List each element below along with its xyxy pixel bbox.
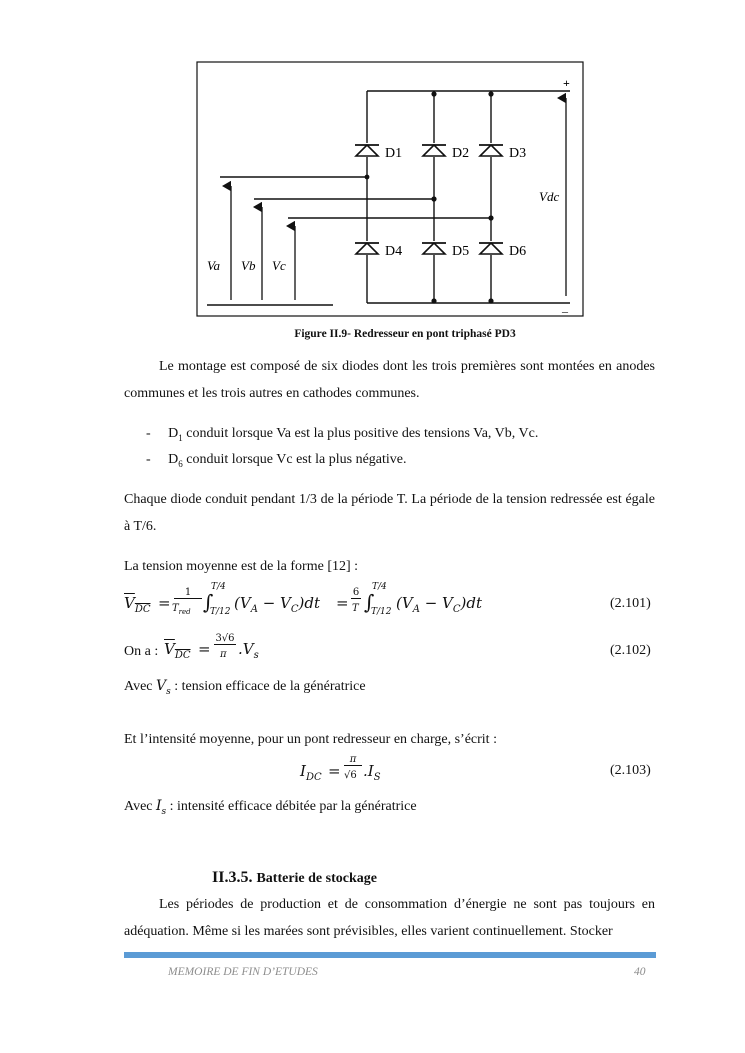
rectifier-circuit-diagram bbox=[0, 0, 745, 330]
paragraph-periode: Chaque diode conduit pendant 1/3 de la période T. La période de la tension redressée est égale à T/6. bbox=[124, 492, 655, 534]
section-title: Batterie de stockage bbox=[256, 871, 377, 886]
paragraph-intensite: Et l’intensité moyenne, pour un pont redresseur en charge, s’écrit : bbox=[124, 732, 497, 747]
label-va: Va bbox=[207, 258, 220, 273]
equation-2-103: $I_{DC}$ = π √6 $.I_S$ bbox=[300, 754, 381, 783]
figure-frame bbox=[197, 62, 583, 316]
label-d5: D5 bbox=[452, 244, 470, 259]
section-number: II.3.5. bbox=[212, 869, 253, 886]
label-vc: Vc bbox=[272, 258, 286, 273]
bullet-dash: - bbox=[146, 452, 151, 467]
equation-number-2-103: (2.103) bbox=[610, 763, 651, 778]
bullet-dash: - bbox=[146, 426, 151, 441]
equation-number-2-101: (2.101) bbox=[610, 596, 651, 611]
avec-vs: Avec $V_s$ : tension efficace de la génératrice bbox=[124, 678, 366, 697]
diode-d4 bbox=[355, 241, 379, 255]
label-vdc: Vdc bbox=[539, 189, 560, 204]
diode-d1 bbox=[355, 143, 379, 157]
diode-d2 bbox=[422, 143, 446, 157]
bullet-d1: - $D_1$ conduit lorsque Va est la plus positive des tensions Va, Vb, Vc. bbox=[146, 426, 539, 443]
bullet-d6: - $D_6$ conduit lorsque Vc est la plus négative. bbox=[146, 452, 407, 469]
equation-2-102-prefix: On a : bbox=[124, 644, 159, 659]
label-minus: – bbox=[562, 304, 568, 318]
diode-d6 bbox=[479, 241, 503, 255]
paragraph-montage: Le montage est composé de six diodes dont les trois premières sont montées en anodes communes et les trois autres en cathodes communes. bbox=[124, 359, 655, 401]
paragraph-tension-moyenne: La tension moyenne est de la forme [12] : bbox=[124, 559, 359, 574]
figure-caption: Figure II.9- Redresseur en pont triphasé PD3 bbox=[294, 328, 516, 340]
footer-title: MEMOIRE DE FIN D’ETUDES bbox=[168, 966, 318, 978]
equation-2-101: $V_{DC}$ = 1 $T_{red}$ ∫ T/4 T/12 $(V_A - V_C)dt$ = 6 T ∫ T/4 T/12 $(V_A - V_C)dt$ bbox=[124, 582, 482, 617]
equation-2-102: $V_{DC}$ = 3√6 π $.V_s$ bbox=[164, 633, 259, 661]
label-d1: D1 bbox=[385, 146, 403, 161]
label-vb: Vb bbox=[241, 258, 256, 273]
footer-bar bbox=[124, 952, 656, 958]
page-number: 40 bbox=[634, 966, 646, 978]
diode-d5 bbox=[422, 241, 446, 255]
avec-is: Avec $I_s$ : intensité efficace débitée par la génératrice bbox=[124, 798, 417, 817]
label-d6: D6 bbox=[509, 244, 527, 259]
label-d3: D3 bbox=[509, 146, 527, 161]
diode-d3 bbox=[479, 143, 503, 157]
label-d2: D2 bbox=[452, 146, 470, 161]
label-d4: D4 bbox=[385, 244, 403, 259]
equation-number-2-102: (2.102) bbox=[610, 643, 651, 658]
section-heading bbox=[212, 869, 377, 887]
label-plus: + bbox=[563, 76, 570, 90]
paragraph-batterie: Les périodes de production et de consommation d’énergie ne sont pas toujours en adéquation. Même si les marées sont prévisibles, elles varient continuellement. Stocker bbox=[124, 897, 655, 939]
